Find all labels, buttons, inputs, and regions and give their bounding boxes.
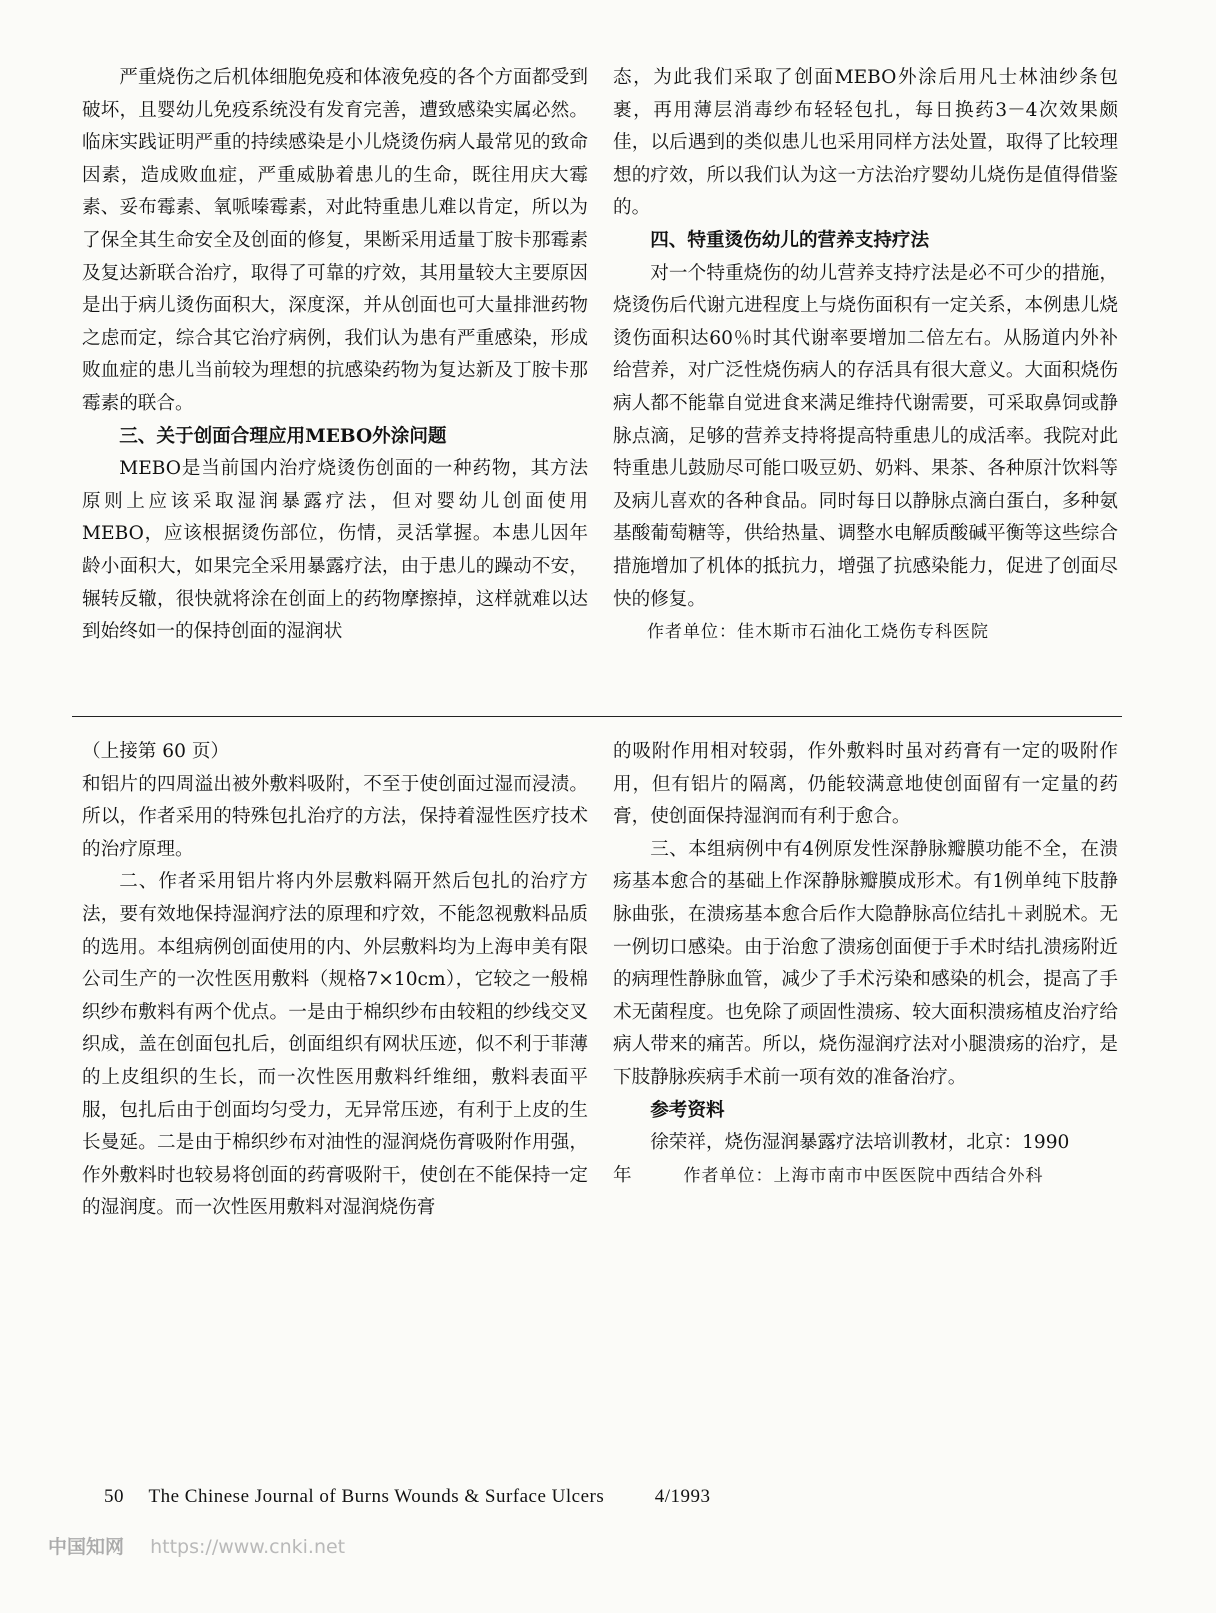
journal-title: The Chinese Journal of Burns Wounds & Surface Ulcers bbox=[148, 1486, 605, 1507]
section-heading-4: 四、特重烫伤幼儿的营养支持疗法 bbox=[650, 229, 930, 251]
section-heading-3: 三、关于创面合理应用MEBO外涂问题 bbox=[119, 425, 447, 447]
reference-year-line bbox=[613, 1160, 1118, 1193]
paragraph: 的吸附作用相对较弱，作外敷料时虽对药膏有一定的吸附作用，但有铝片的隔离，仍能较满意地使创面留有一定量的药膏，使创面保持湿润而有利于愈合。 bbox=[613, 741, 1118, 828]
section-divider bbox=[72, 716, 1122, 717]
paragraph: 三、本组病例中有4例原发性深静脉瓣膜功能不全，在溃疡基本愈合的基础上作深静脉瓣膜成形术。有1例单纯下肢静脉曲张，在溃疡基本愈合后作大隐静脉高位结扎＋剥脱术。无一例切口感染。由于治愈了溃疡创面便于手术时结扎溃疡附近的病理性静脉血管，减少了手术污染和感染的机会，提高了手术无菌程度。也免除了顽固性溃疡、较大面积溃疡植皮治疗给病人带来的痛苦。所以，烧伤湿润疗法对小腿溃疡的治疗，是下肢静脉疾病手术前一项有效的准备治疗。 bbox=[613, 838, 1118, 1088]
paragraph: 二、作者采用铝片将内外层敷料隔开然后包扎的治疗方法，要有效地保持湿润疗法的原理和疗效，不能忽视敷料品质的选用。本组病例创面使用的内、外层敷料均为上海申美有限公司生产的一次性医用敷料（规格7×10cm），它较之一般棉织纱布敷料有两个优点。一是由于棉织纱布由较粗的纱线交叉织成，盖在创面包扎后，创面组织有网状压迹，似不利于菲薄的上皮组织的生长，而一次性医用敷料纤维细，敷料表面平服，包扎后由于创面均匀受力，无异常压迹，有利于上皮的生长曼延。二是由于棉织纱布对油性的湿润烧伤膏吸附作用强，作外敷料时也较易将创面的药膏吸附干，使创在不能保持一定的湿润度。而一次性医用敷料对湿润烧伤膏 bbox=[82, 871, 588, 1219]
paragraph: 严重烧伤之后机体细胞免疫和体液免疫的各个方面都受到破坏，且婴幼儿免疫系统没有发育完善，遭致感染实属必然。临床实践证明严重的持续感染是小儿烧烫伤病人最常见的致命因素，造成败血症，严重威胁着患儿的生命，既往用庆大霉素、妥布霉素、氧哌嗪霉素，对此特重患儿难以肯定，所以为了保全其生命安全及创面的修复，果断采用适量丁胺卡那霉素及复达新联合治疗，取得了可靠的疗效，其用量较大主要原因是出于病儿烫伤面积大，深度深，并从创面也可大量排泄药物之虑而定，综合其它治疗病例，我们认为患有严重感染，形成败血症的患儿当前较为理想的抗感染药物为复达新及丁胺卡那霉素的联合。 bbox=[82, 67, 588, 414]
paragraph: 对一个特重烧伤的幼儿营养支持疗法是必不可少的措施，烧烫伤后代谢亢进程度上与烧伤面积有一定关系，本例患儿烧烫伤面积达60％时其代谢率要增加二倍左右。从肠道内外补给营养，对广泛性烧伤病人的存活具有很大意义。大面积烧伤病人都不能靠自觉进食来满足维持代谢需要，可采取鼻饲或静脉点滴，足够的营养支持将提高特重患儿的成活率。我院对此特重患儿鼓励尽可能口吸豆奶、奶料、果茶、各种原汁饮料等及病儿喜欢的各种食品。同时每日以静脉点滴白蛋白，多种氨基酸葡萄糖等，供给热量、调整水电解质酸碱平衡等这些综合措施增加了机体的抵抗力，增强了抗感染能力，促进了创面尽快的修复。 bbox=[613, 262, 1118, 610]
continued-note: （上接第 60 页） bbox=[82, 741, 230, 762]
author-affiliation: 作者单位：佳木斯市石油化工烧伤专科医院 bbox=[647, 622, 989, 643]
top-right-column bbox=[613, 62, 1118, 649]
reference-year: 年 bbox=[613, 1164, 632, 1186]
watermark bbox=[48, 1532, 345, 1559]
top-left-column bbox=[82, 62, 588, 649]
page-footer bbox=[104, 1486, 711, 1508]
bottom-right-column bbox=[613, 736, 1118, 1192]
watermark-site-name: 中国知网 bbox=[48, 1536, 125, 1558]
watermark-url: https://www.cnki.net bbox=[150, 1536, 346, 1558]
paragraph: 态，为此我们采取了创面MEBO外涂后用凡士林油纱条包裹，再用薄层消毒纱布轻轻包扎，每日换药3－4次效果颇佳，以后遇到的类似患儿也采用同样方法处置，取得了比较理想的疗效，所以我们认为这一方法治疗婴幼儿烧伤是值得借鉴的。 bbox=[613, 67, 1118, 219]
references-heading: 参考资料 bbox=[650, 1099, 725, 1121]
issue-number: 4/1993 bbox=[654, 1486, 711, 1507]
reference-item: 徐荣祥，烧伤湿润暴露疗法培训教材，北京：1990 bbox=[650, 1132, 1070, 1154]
paragraph: 和铝片的四周溢出被外敷料吸附，不至于使创面过湿而浸渍。所以，作者采用的特殊包扎治疗的方法，保持着湿性医疗技术的治疗原理。 bbox=[82, 773, 588, 860]
paragraph: MEBO是当前国内治疗烧烫伤创面的一种药物，其方法原则上应该采取湿润暴露疗法，但对婴幼儿创面使用MEBO，应该根据烫伤部位，伤情，灵活掌握。本患儿因年龄小面积大，如果完全采用暴露疗法，由于患儿的躁动不安，辗转反辙，很快就将涂在创面上的药物摩擦掉，这样就难以达到始终如一的保持创面的湿润状 bbox=[82, 458, 588, 643]
bottom-left-column bbox=[82, 736, 588, 1225]
page-number: 50 bbox=[104, 1486, 124, 1507]
author-affiliation: 作者单位：上海市南市中医医院中西结合外科 bbox=[683, 1165, 1044, 1186]
